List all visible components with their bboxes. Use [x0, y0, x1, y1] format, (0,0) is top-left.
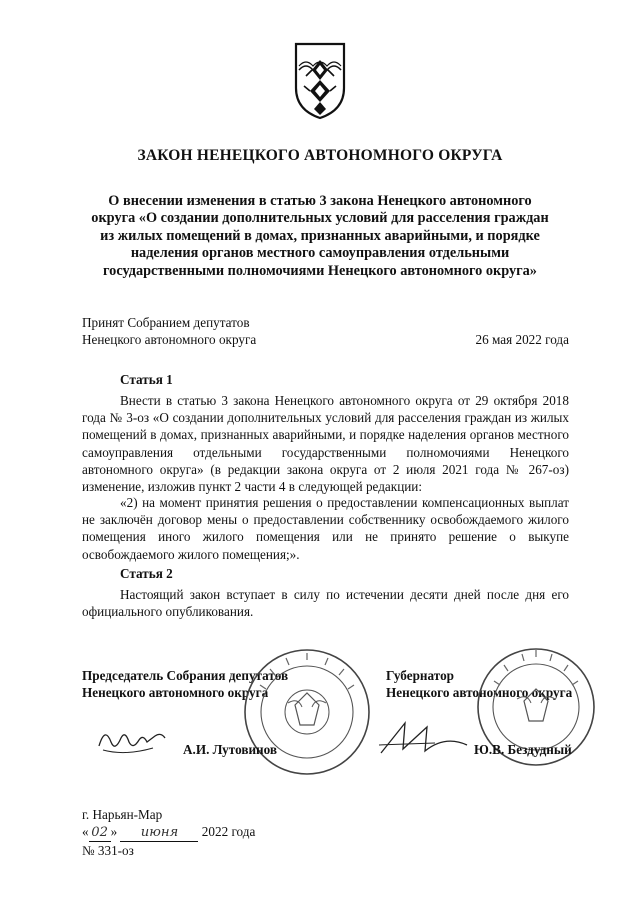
coat-of-arms-emblem — [292, 40, 348, 122]
subtitle-line: государственными полномочиями Ненецкого автономного округа» — [103, 262, 537, 279]
article-1-heading: Статья 1 — [120, 372, 173, 387]
subtitle-line: О внесении изменения в статью 3 закона Ненецкого автономного — [108, 193, 532, 209]
subtitle-line: наделения органов местного самоуправления отдельными — [130, 245, 510, 262]
governor-role-line-1: Губернатор — [386, 668, 454, 683]
adoption-line-1: Принят Собранием депутатов — [82, 315, 250, 330]
adoption-line-2: Ненецкого автономного округа — [82, 332, 257, 347]
signing-day: 02 — [89, 824, 111, 842]
chairman-name: А.И. Лутовинов — [183, 742, 278, 757]
governor-role-line-2: Ненецкого автономного округа — [386, 685, 573, 700]
adoption-date: 26 мая 2022 года — [475, 332, 569, 347]
chairman-role-line-2: Ненецкого автономного округа — [82, 685, 269, 700]
law-subtitle — [70, 193, 570, 280]
subtitle-line: из жилых помещений в домах, признанных аварийными, и порядке — [100, 227, 540, 244]
assembly-stamp — [240, 645, 375, 780]
article-1-paragraph: Внести в статью 3 закона Ненецкого автономного округа от 29 октября 2018 года № 3-оз «О создании дополнительных условий для расселения граждан из жилых помещений в домах, признанных аварийными, и порядке наделения органов местного самоуправления отдельными государственными полномочиями Ненецкого автономного округа» (в редакции закона округа от 2 июля 2021 года № 267-оз) изменение, изложив пункт 2 части 4 в следующей редакции: — [82, 393, 569, 495]
day-quote-open: « — [82, 824, 89, 839]
law-title: ЗАКОН НЕНЕЦКОГО АВТОНОМНОГО ОКРУГА — [137, 147, 503, 164]
adoption-block — [82, 314, 256, 348]
chairman-signature — [95, 720, 170, 760]
signing-year: 2022 года — [201, 824, 256, 839]
day-quote-close: » — [110, 824, 118, 839]
governor-signature — [375, 715, 475, 760]
article-2-heading: Статья 2 — [120, 566, 173, 581]
law-number: № 331-оз — [82, 843, 134, 858]
footer — [82, 806, 255, 859]
article-1-quote: «2) на момент принятия решения о предоставлении компенсационных выплат не заключён договор мены о предоставлении собственнику освобождаемого жилого помещения иного жилого помещения или не принято решение о выкупе освобождаемого жилого помещения;». — [82, 495, 569, 562]
signing-date — [82, 823, 255, 842]
article-2-paragraph: Настоящий закон вступает в силу по истечении десяти дней после дня его официального опубликования. — [82, 587, 569, 620]
city: г. Нарьян-Мар — [82, 807, 163, 822]
governor-name: Ю.В. Бездудный — [474, 742, 572, 757]
signing-month: июня — [120, 824, 198, 842]
chairman-role-line-1: Председатель Собрания депутатов — [82, 668, 289, 683]
subtitle-line: округа «О создании дополнительных условий для расселения граждан — [91, 210, 549, 227]
